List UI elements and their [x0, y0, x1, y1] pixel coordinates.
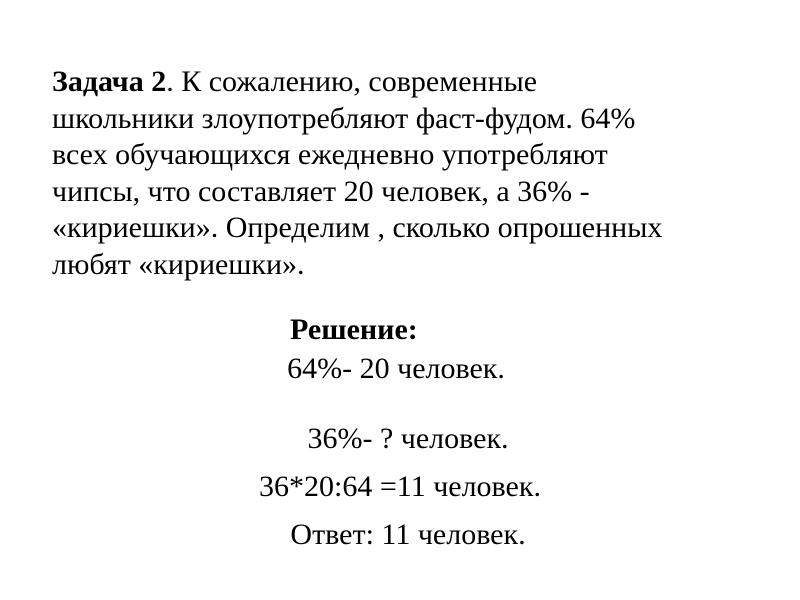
problem-text	[52, 64, 752, 284]
problem-title: Задача 2	[52, 65, 167, 98]
problem-line-3: всех обучающихся ежедневно употребляют	[52, 138, 608, 172]
problem-line-6: любят «кириешки».	[52, 247, 305, 281]
problem-line-2: школьники злоупотребляют фаст-фудом. 64%	[52, 101, 636, 135]
problem-line-5: «кириешки». Определим , сколько опрошенных	[52, 211, 663, 245]
problem-line-1	[52, 64, 752, 101]
answer-line: Ответ: 11 человек.	[290, 518, 526, 551]
problem-line-4: чипсы, что составляет 20 человек, а 36% -	[52, 174, 590, 208]
solution-line-3: 36*20:64 =11 человек.	[259, 470, 541, 503]
solution-line-1: 64%- 20 человек.	[287, 352, 505, 385]
problem-line-1-text: . К сожалению, современные	[166, 65, 538, 98]
solution-heading: Решение:	[290, 313, 418, 346]
solution-line-2: 36%- ? человек.	[307, 422, 509, 455]
